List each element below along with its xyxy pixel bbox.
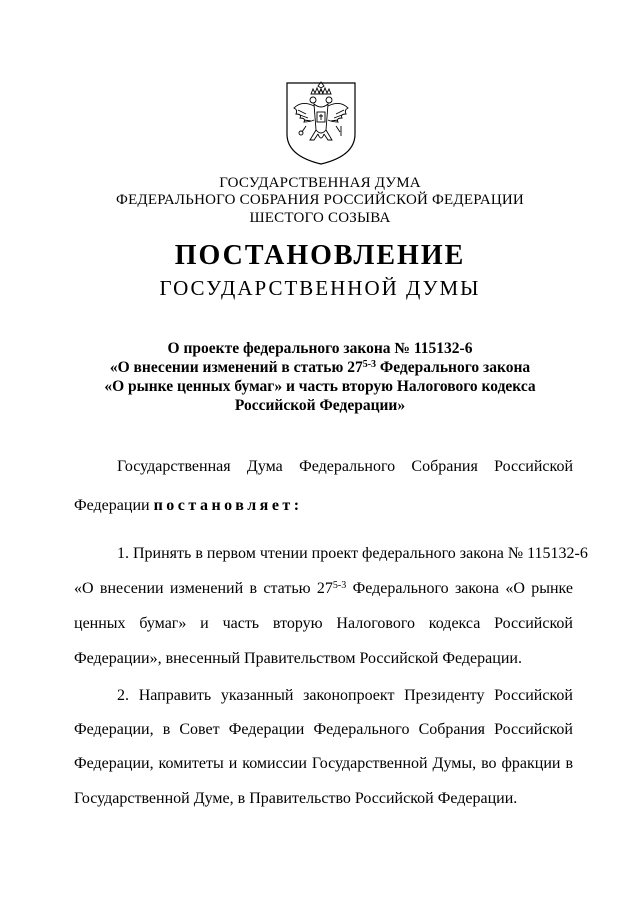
item1-line-2: «О внесении изменений в статью 27$^{5-3}$ Федерального закона «О рынке <box>74 580 573 597</box>
item2-line-2: Федерации, в Совет Федерации Федерального Собрания Российской <box>74 721 573 738</box>
item2-line-4: Государственной Думе, в Правительство Российской Федерации. <box>74 790 518 807</box>
resolves-word: постановляет: <box>153 497 303 514</box>
preamble-line-2: Федерации постановляет: <box>74 497 303 514</box>
item1-line-3: ценных бумаг» и часть вторую Налогового кодекса Российской <box>74 615 573 632</box>
subject-line-4: Российской Федерации» <box>234 397 406 414</box>
item2-line-1: 2. Направить указанный законопроект Президенту Российской <box>117 687 573 704</box>
org-line-1: ГОСУДАРСТВЕННАЯ ДУМА <box>219 175 421 191</box>
item2-line-3: Федерации, комитеты и комиссии Государственной Думы, во фракции в <box>74 755 573 772</box>
org-line-3: ШЕСТОГО СОЗЫВА <box>249 210 391 226</box>
subject-line-1: О проекте федерального закона № 115132-6 <box>167 340 473 357</box>
document-title: ПОСТАНОВЛЕНИЕ <box>174 240 466 271</box>
item1-line-1: 1. Принять в первом чтении проект федерального закона № 115132-6 <box>117 545 588 562</box>
org-line-2: ФЕДЕРАЛЬНОГО СОБРАНИЯ РОССИЙСКОЙ ФЕДЕРАЦИИ <box>116 192 524 208</box>
subject-line-2: «О внесении изменений в статью 27$^{5-3}$ Федерального закона <box>109 359 531 376</box>
coat-of-arms-emblem <box>284 80 358 166</box>
preamble-line-1: Государственная Дума Федерального Собрания Российской <box>117 458 573 475</box>
subject-line-3: «О рынке ценных бумаг» и часть вторую Налогового кодекса <box>104 378 536 395</box>
document-subtitle: ГОСУДАРСТВЕННОЙ ДУМЫ <box>159 276 481 300</box>
item1-line-4: Федерации», внесенный Правительством Российской Федерации. <box>74 650 522 667</box>
